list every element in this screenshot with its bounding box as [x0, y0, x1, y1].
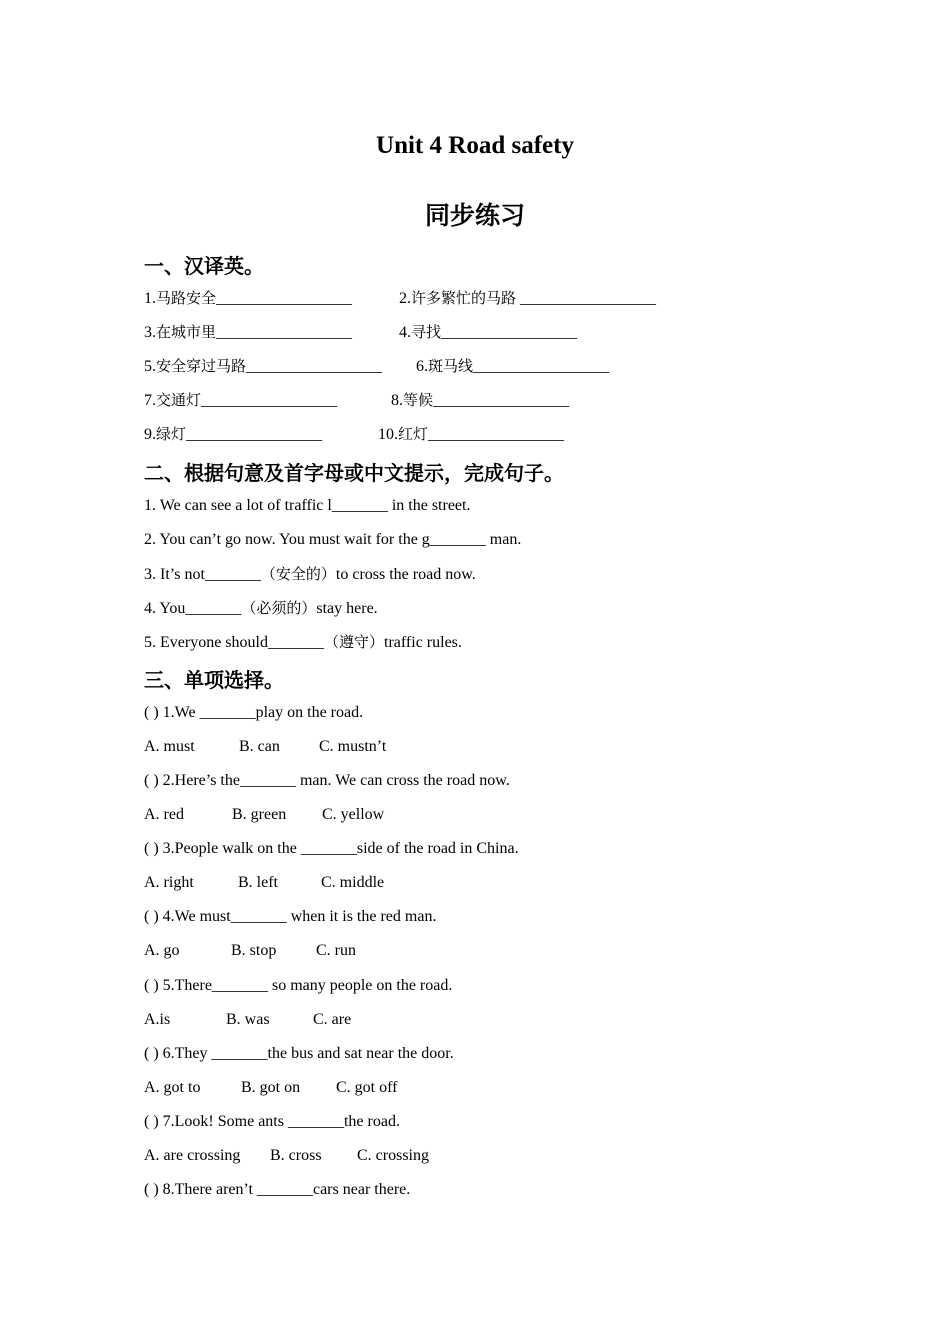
chinese-hint: （遵守）	[323, 633, 384, 651]
section2-item-1	[144, 496, 470, 516]
answer-blank[interactable]: _________________	[433, 392, 570, 409]
item-number: 2.	[399, 290, 411, 307]
option-b[interactable]: B. green	[232, 806, 287, 823]
section1-row-3	[144, 356, 610, 377]
item-text: 安全穿过马路	[156, 357, 247, 375]
answer-blank[interactable]: _________________	[186, 426, 323, 443]
item-number: 5.	[144, 358, 156, 375]
chinese-hint: （安全的）	[260, 565, 336, 583]
sentence-text: 2. You can’t go now. You must wait for the g_______ man.	[144, 531, 522, 548]
item-text: 红灯	[398, 425, 429, 443]
section3-heading: 三、单项选择。	[144, 668, 284, 692]
page-subtitle: 同步练习	[424, 201, 525, 230]
option-a[interactable]: A.is	[144, 1011, 171, 1028]
item-number: 6.	[416, 358, 428, 375]
option-b[interactable]: B. got on	[241, 1079, 301, 1096]
sentence-text: stay here.	[316, 600, 378, 617]
question-stem: ( ) 8.There aren’t _______cars near there.	[144, 1181, 411, 1198]
question-stem: ( ) 5.There_______ so many people on the road.	[144, 977, 453, 994]
option-c[interactable]: C. middle	[321, 874, 385, 891]
option-c[interactable]: C. run	[316, 942, 356, 959]
item-text: 等候	[403, 391, 434, 409]
item-text: 许多繁忙的马路	[411, 289, 517, 307]
option-a[interactable]: A. right	[144, 874, 194, 891]
answer-blank[interactable]: _________________	[441, 324, 578, 341]
item-text: 斑马线	[428, 357, 474, 375]
question-stem: ( ) 2.Here’s the_______ man. We can cross the road now.	[144, 772, 510, 789]
section1-item-10	[378, 424, 564, 445]
question-stem: ( ) 1.We _______play on the road.	[144, 704, 364, 721]
option-b[interactable]: B. was	[226, 1011, 270, 1028]
question-stem: ( ) 6.They _______the bus and sat near the door.	[144, 1045, 454, 1062]
item-number: 4.	[399, 324, 411, 341]
section1-item-6	[416, 356, 609, 377]
chinese-hint: （必须的）	[241, 599, 317, 617]
section2-item-2	[144, 530, 521, 550]
item-number: 7.	[144, 392, 156, 409]
option-a[interactable]: A. are crossing	[144, 1147, 241, 1164]
item-text: 交通灯	[156, 391, 202, 409]
answer-blank[interactable]: _________________	[216, 290, 353, 307]
option-b[interactable]: B. left	[238, 874, 278, 891]
option-c[interactable]: C. are	[313, 1011, 352, 1028]
item-text: 绿灯	[156, 425, 187, 443]
answer-blank[interactable]: _________________	[201, 392, 338, 409]
item-number: 8.	[391, 392, 403, 409]
item-text: 在城市里	[156, 323, 217, 341]
item-number: 9.	[144, 426, 156, 443]
option-c[interactable]: C. yellow	[322, 806, 385, 823]
answer-blank[interactable]: _________________	[516, 290, 657, 307]
option-a[interactable]: A. red	[144, 806, 184, 823]
sentence-text: 5. Everyone should_______	[144, 634, 324, 651]
item-number: 3.	[144, 324, 156, 341]
section2-heading: 二、根据句意及首字母或中文提示，完成句子。	[144, 461, 564, 485]
item-number: 1.	[144, 290, 156, 307]
answer-blank[interactable]: _________________	[473, 358, 610, 375]
answer-blank[interactable]: _________________	[246, 358, 383, 375]
sentence-text: 3. It’s not_______	[144, 566, 261, 583]
section1-item-2	[399, 288, 656, 309]
section1-row-5	[144, 424, 565, 445]
sentence-text: traffic rules.	[384, 634, 462, 651]
question-stem: ( ) 3.People walk on the _______side of the road in China.	[144, 840, 519, 857]
sentence-text: 1. We can see a lot of traffic l_______ in the street.	[144, 497, 471, 514]
option-a[interactable]: A. got to	[144, 1079, 201, 1096]
section2-item-5	[144, 632, 462, 653]
answer-blank[interactable]: _________________	[216, 324, 353, 341]
option-b[interactable]: B. stop	[231, 942, 277, 959]
section1-row-2	[144, 322, 578, 343]
sentence-text: 4. You_______	[144, 600, 242, 617]
option-b[interactable]: B. cross	[270, 1147, 322, 1164]
section1-item-4	[399, 322, 577, 343]
question-stem: ( ) 4.We must_______ when it is the red man.	[144, 908, 437, 925]
item-text: 寻找	[411, 323, 442, 341]
option-b[interactable]: B. can	[239, 738, 280, 755]
section2-item-3	[144, 564, 476, 585]
section1-row-1	[144, 288, 657, 309]
item-number: 10.	[378, 426, 398, 443]
option-a[interactable]: A. must	[144, 738, 195, 755]
option-a[interactable]: A. go	[144, 942, 180, 959]
sentence-text: to cross the road now.	[335, 566, 476, 583]
answer-blank[interactable]: _________________	[428, 426, 565, 443]
option-c[interactable]: C. got off	[336, 1079, 398, 1096]
section1-heading: 一、汉译英。	[144, 254, 264, 278]
section1-item-8	[391, 390, 569, 411]
page-title: Unit 4 Road safety	[376, 132, 574, 159]
section1-row-4	[144, 390, 570, 411]
option-c[interactable]: C. mustn’t	[319, 738, 387, 755]
question-stem: ( ) 7.Look! Some ants _______the road.	[144, 1113, 400, 1130]
item-text: 马路安全	[156, 289, 217, 307]
section2-item-4	[144, 598, 378, 619]
option-c[interactable]: C. crossing	[357, 1147, 429, 1164]
